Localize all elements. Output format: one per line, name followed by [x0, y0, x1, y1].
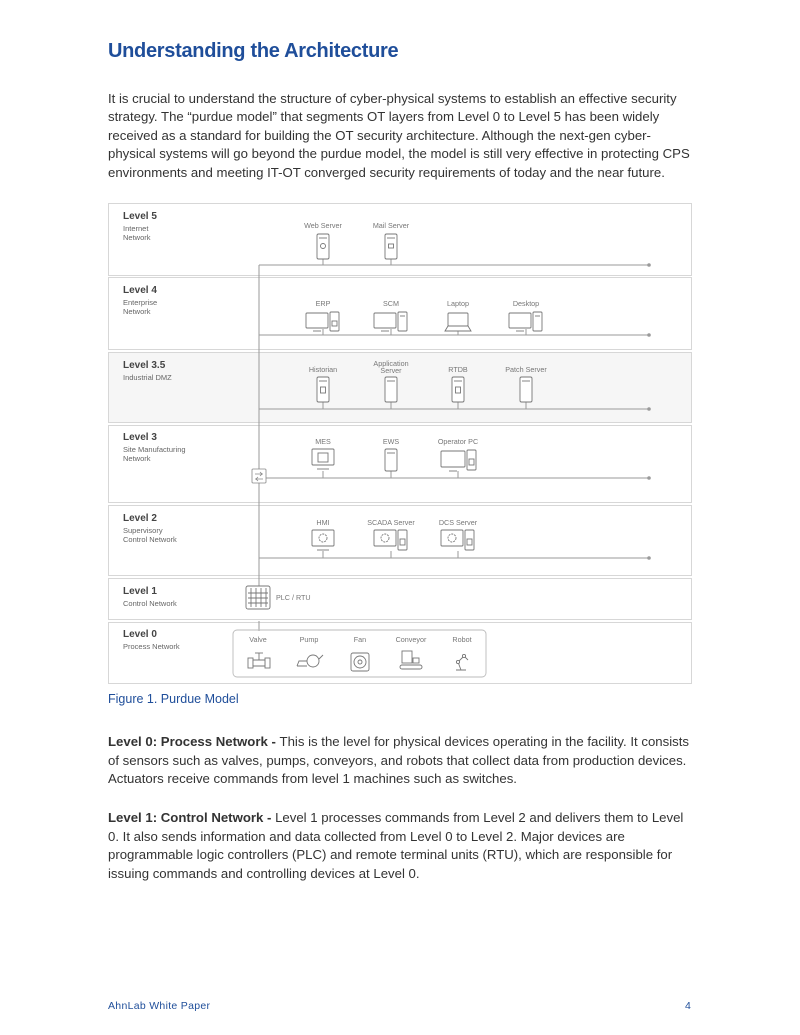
- level-0-label: Level 0: [123, 629, 157, 640]
- device-operator-pc: Operator PC: [437, 437, 479, 446]
- device-mail-server: Mail Server: [372, 221, 410, 230]
- server-icon: [385, 377, 397, 402]
- device-application-server-2: Server: [380, 366, 402, 375]
- level-0-band: [109, 623, 692, 684]
- level-0-lead: Level 0: Process Network -: [108, 734, 280, 749]
- level-3-label: Level 3: [123, 432, 157, 443]
- server-icon: [385, 449, 397, 471]
- level-3-desc2: Network: [123, 454, 151, 463]
- device-robot: Robot: [452, 635, 472, 644]
- level-2-desc: Supervisory: [123, 526, 163, 535]
- level-0-paragraph: [108, 733, 698, 789]
- level-3-desc: Site Manufacturing: [123, 445, 186, 454]
- device-rtdb: RTDB: [448, 365, 468, 374]
- device-dcs-server: DCS Server: [438, 518, 478, 527]
- device-scada-server: SCADA Server: [367, 518, 415, 527]
- switch-icon: [252, 469, 266, 483]
- level-5-desc2: Network: [123, 233, 151, 242]
- fan-icon: [351, 653, 369, 671]
- device-mes: MES: [315, 437, 331, 446]
- desktop-icon: [306, 312, 339, 331]
- device-valve: Valve: [249, 635, 267, 644]
- level-1-body: Level 1 processes commands from Level 2 and delivers them to Level 0. It also sends information and data collected from Level 0 to Level 2. Major devices are programmable logic controllers (PLC) and remote terminal units (RTU), which are responsible for issuing commands and controlling devices at Level 0.: [108, 810, 684, 881]
- desktop-icon: [509, 312, 542, 331]
- level-1-lead: Level 1: Control Network -: [108, 810, 276, 825]
- desktop-icon: [374, 312, 407, 331]
- level-4-desc: Enterprise: [123, 298, 158, 307]
- level-5-desc: Internet: [123, 224, 149, 233]
- level-1-desc: Control Network: [123, 599, 177, 608]
- level-1-paragraph: [108, 809, 698, 883]
- device-scm: SCM: [383, 299, 399, 308]
- level-0-desc: Process Network: [123, 642, 180, 651]
- level-1-label: Level 1: [123, 586, 157, 597]
- server-icon: [385, 234, 397, 259]
- server-icon: [452, 377, 464, 402]
- device-erp: ERP: [315, 299, 331, 308]
- level-4-desc2: Network: [123, 307, 151, 316]
- level-35-desc: Industrial DMZ: [123, 373, 172, 382]
- device-desktop: Desktop: [512, 299, 540, 308]
- device-fan: Fan: [353, 635, 367, 644]
- plc-icon: [246, 586, 270, 609]
- intro-paragraph: It is crucial to understand the structure of cyber-physical systems to establish an effective security strategy. The “purdue model” that segments OT layers from Level 0 to Level 5 has been widely received as a standard for building the OT security architecture. Although the next-gen cyber-physical systems will go beyond the purdue model, the model is still very effective in protecting CPS environments and meeting IT-OT converged security requirements of today and the near future.: [108, 91, 690, 180]
- server-icon: [317, 377, 329, 402]
- server-icon: [317, 234, 329, 259]
- device-application-server: Application: [373, 359, 409, 368]
- server-icon: [520, 377, 532, 402]
- laptop-icon: [445, 313, 471, 331]
- level-0-body: This is the level for physical devices operating in the facility. It consists of sensors such as valves, pumps, conveyors, and robots that collect data from production devices. Actuators receive commands from level 1 machines such as switches.: [108, 734, 689, 787]
- level-4-label: Level 4: [123, 285, 157, 296]
- page-number: 4: [685, 1000, 691, 1012]
- device-ews: EWS: [382, 437, 400, 446]
- device-web-server: Web Server: [304, 221, 342, 230]
- figure-caption: Figure 1. Purdue Model: [108, 692, 239, 706]
- device-plc-rtu: PLC / RTU: [276, 593, 311, 602]
- purdue-model-figure: [108, 203, 694, 685]
- level-5-label: Level 5: [123, 211, 157, 222]
- device-historian: Historian: [308, 365, 338, 374]
- level-3-band: [109, 426, 692, 503]
- page-title: Understanding the Architecture: [108, 40, 399, 62]
- device-hmi: HMI: [316, 518, 330, 527]
- device-conveyor: Conveyor: [395, 635, 427, 644]
- level-2-desc2: Control Network: [123, 535, 177, 544]
- level-2-label: Level 2: [123, 513, 157, 524]
- device-laptop: Laptop: [447, 299, 469, 308]
- level-35-label: Level 3.5: [123, 360, 166, 371]
- device-pump: Pump: [299, 635, 319, 644]
- device-patch-server: Patch Server: [505, 365, 547, 374]
- footer-brand: AhnLab White Paper: [108, 1000, 211, 1012]
- level-1-band: [109, 579, 692, 620]
